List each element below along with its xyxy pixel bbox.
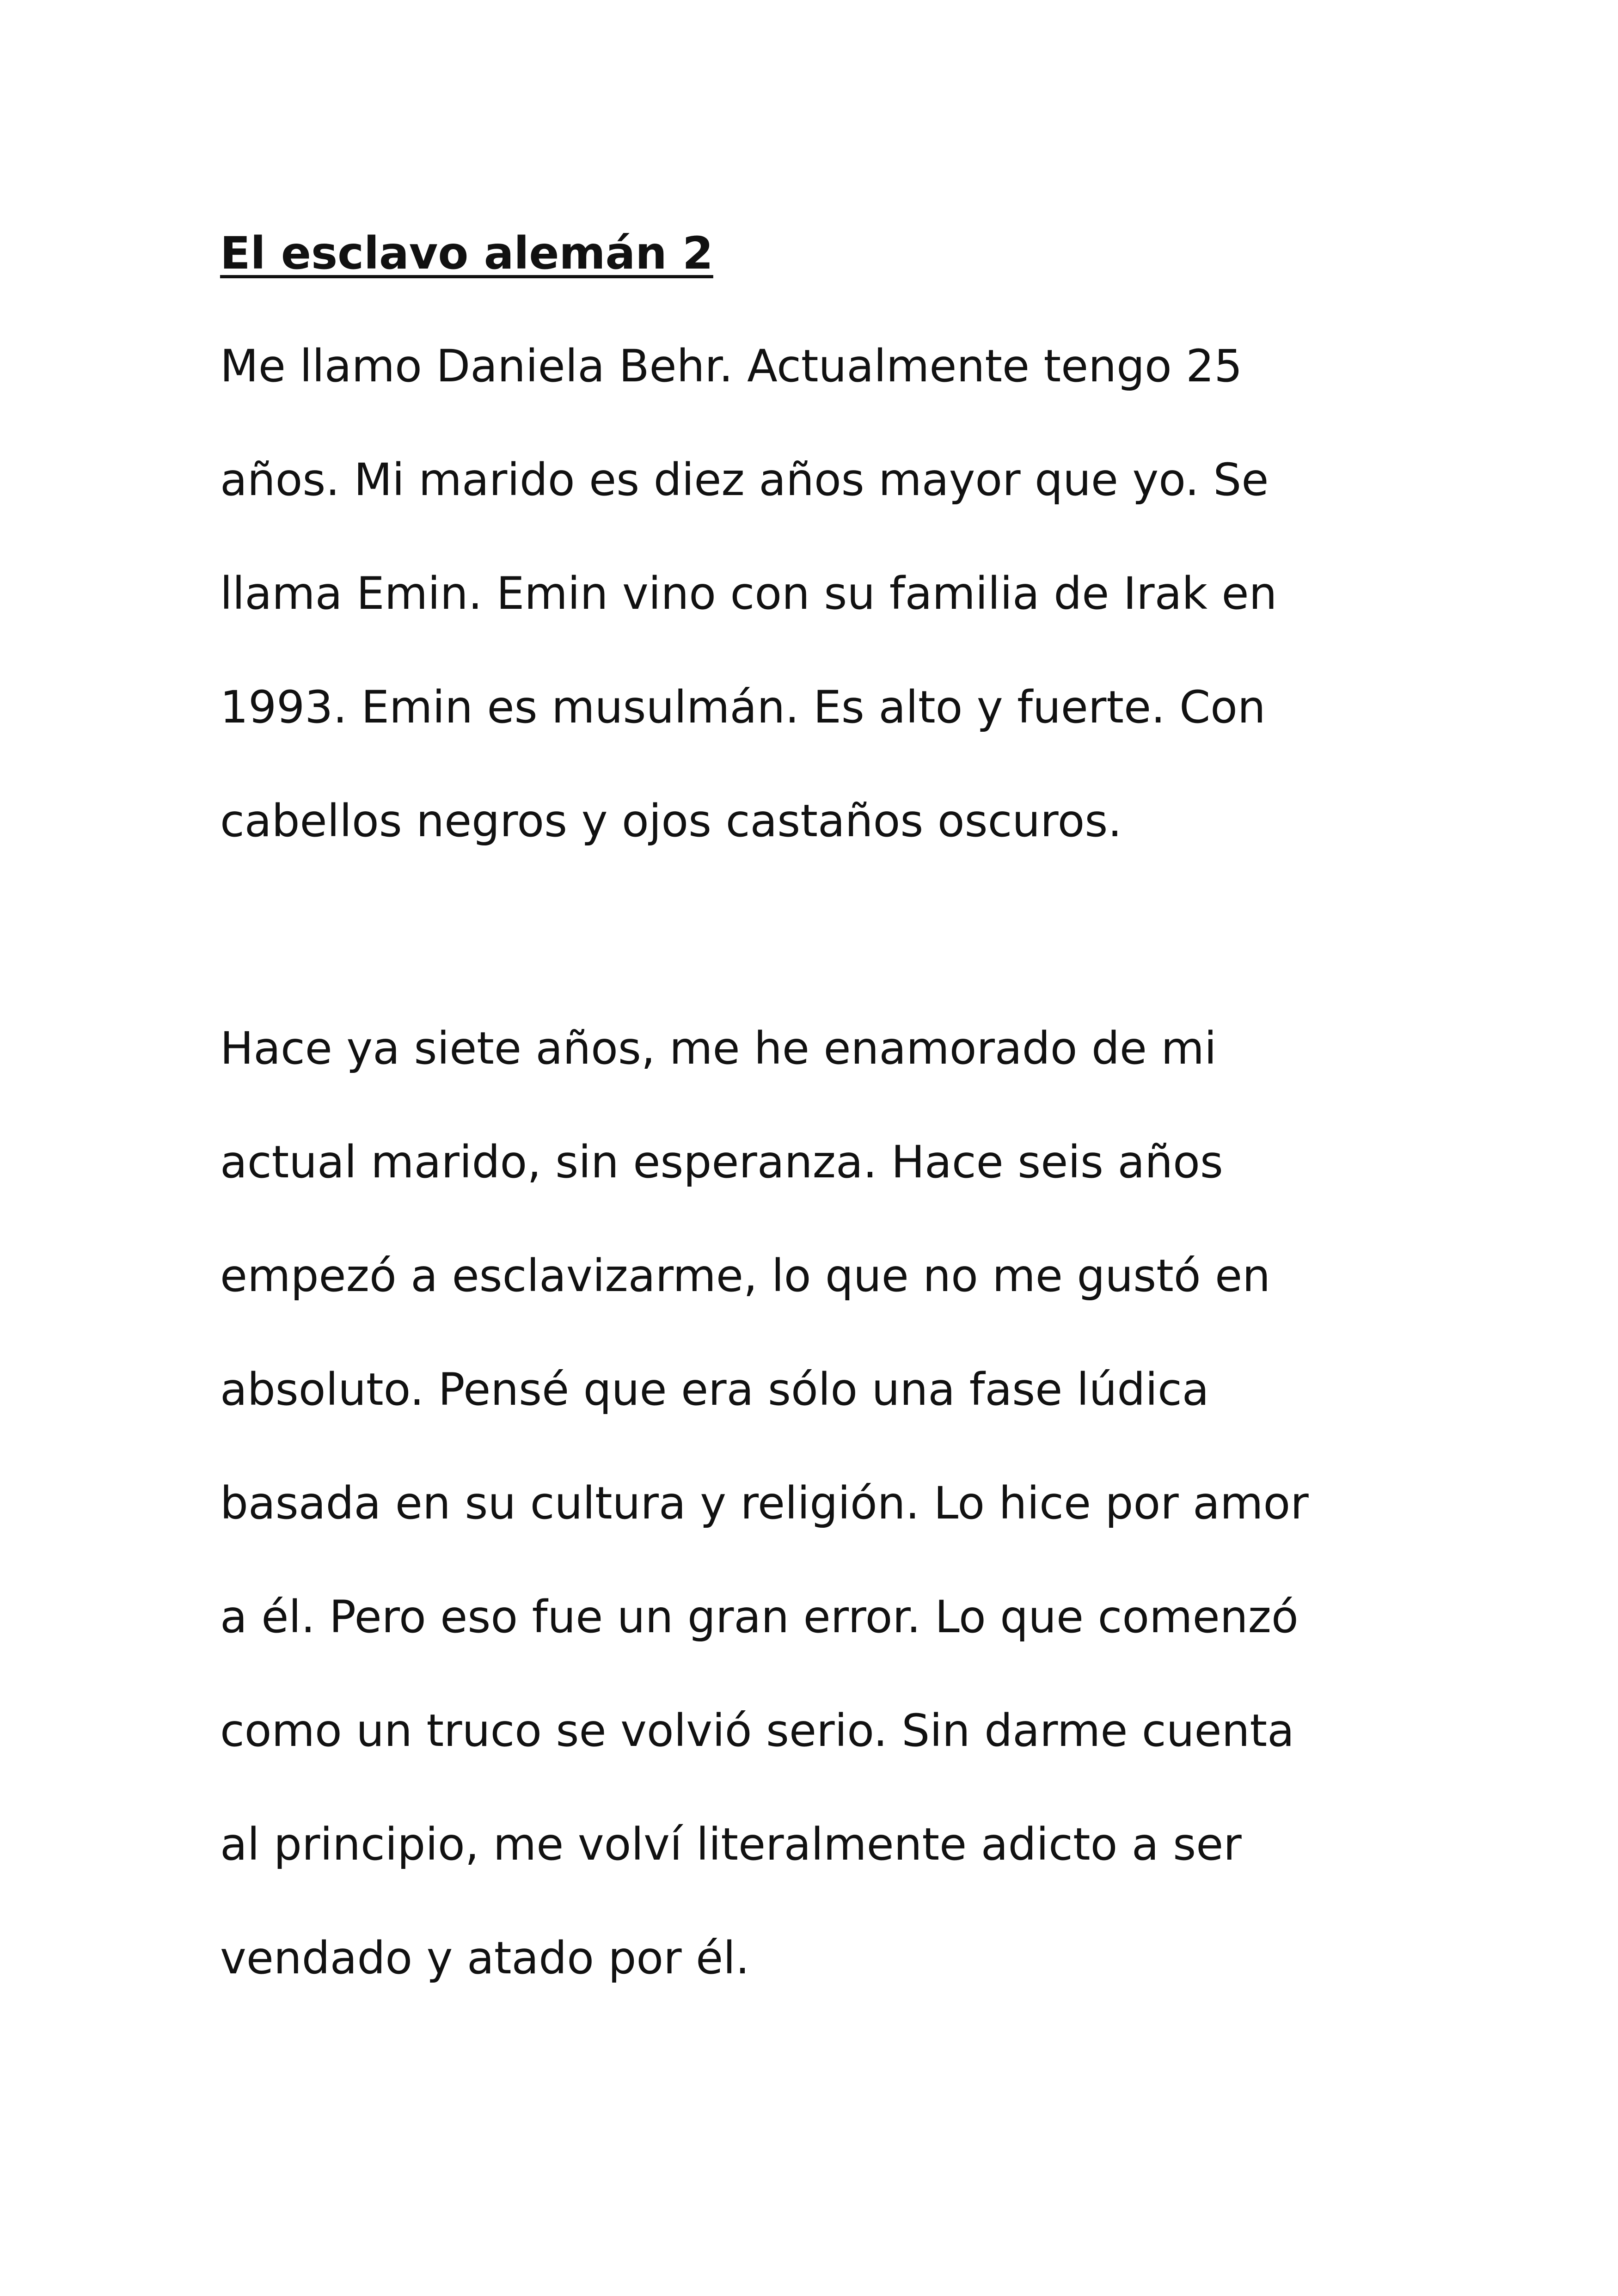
paragraph-line: cabellos negros y ojos castaños oscuros. [220, 795, 1122, 847]
paragraph-line: 1993. Emin es musulmán. Es alto y fuerte. Con [220, 681, 1266, 733]
paragraph-line: actual marido, sin esperanza. Hace seis años [220, 1136, 1223, 1188]
paragraph-line: Hace ya siete años, me he enamorado de mi [220, 1022, 1217, 1074]
paragraph-line: como un truco se volvió serio. Sin darme cuenta [220, 1705, 1294, 1757]
paragraph-line: años. Mi marido es diez años mayor que yo. Se [220, 454, 1269, 506]
paragraph-line: absoluto. Pensé que era sólo una fase lúdica [220, 1364, 1209, 1415]
paragraph-line: empezó a esclavizarme, lo que no me gustó en [220, 1250, 1271, 1302]
paragraph-line: vendado y atado por él. [220, 1932, 750, 1984]
paragraph-line: llama Emin. Emin vino con su familia de Irak en [220, 568, 1277, 619]
paragraph-line: Me llamo Daniela Behr. Actualmente tengo 25 [220, 340, 1243, 392]
document-title: El esclavo alemán 2 [220, 227, 713, 279]
paragraph-line: basada en su cultura y religión. Lo hice por amor [220, 1477, 1309, 1529]
paragraph-line: a él. Pero eso fue un gran error. Lo que comenzó [220, 1591, 1299, 1643]
paragraph-line: al principio, me volví literalmente adicto a ser [220, 1818, 1242, 1870]
